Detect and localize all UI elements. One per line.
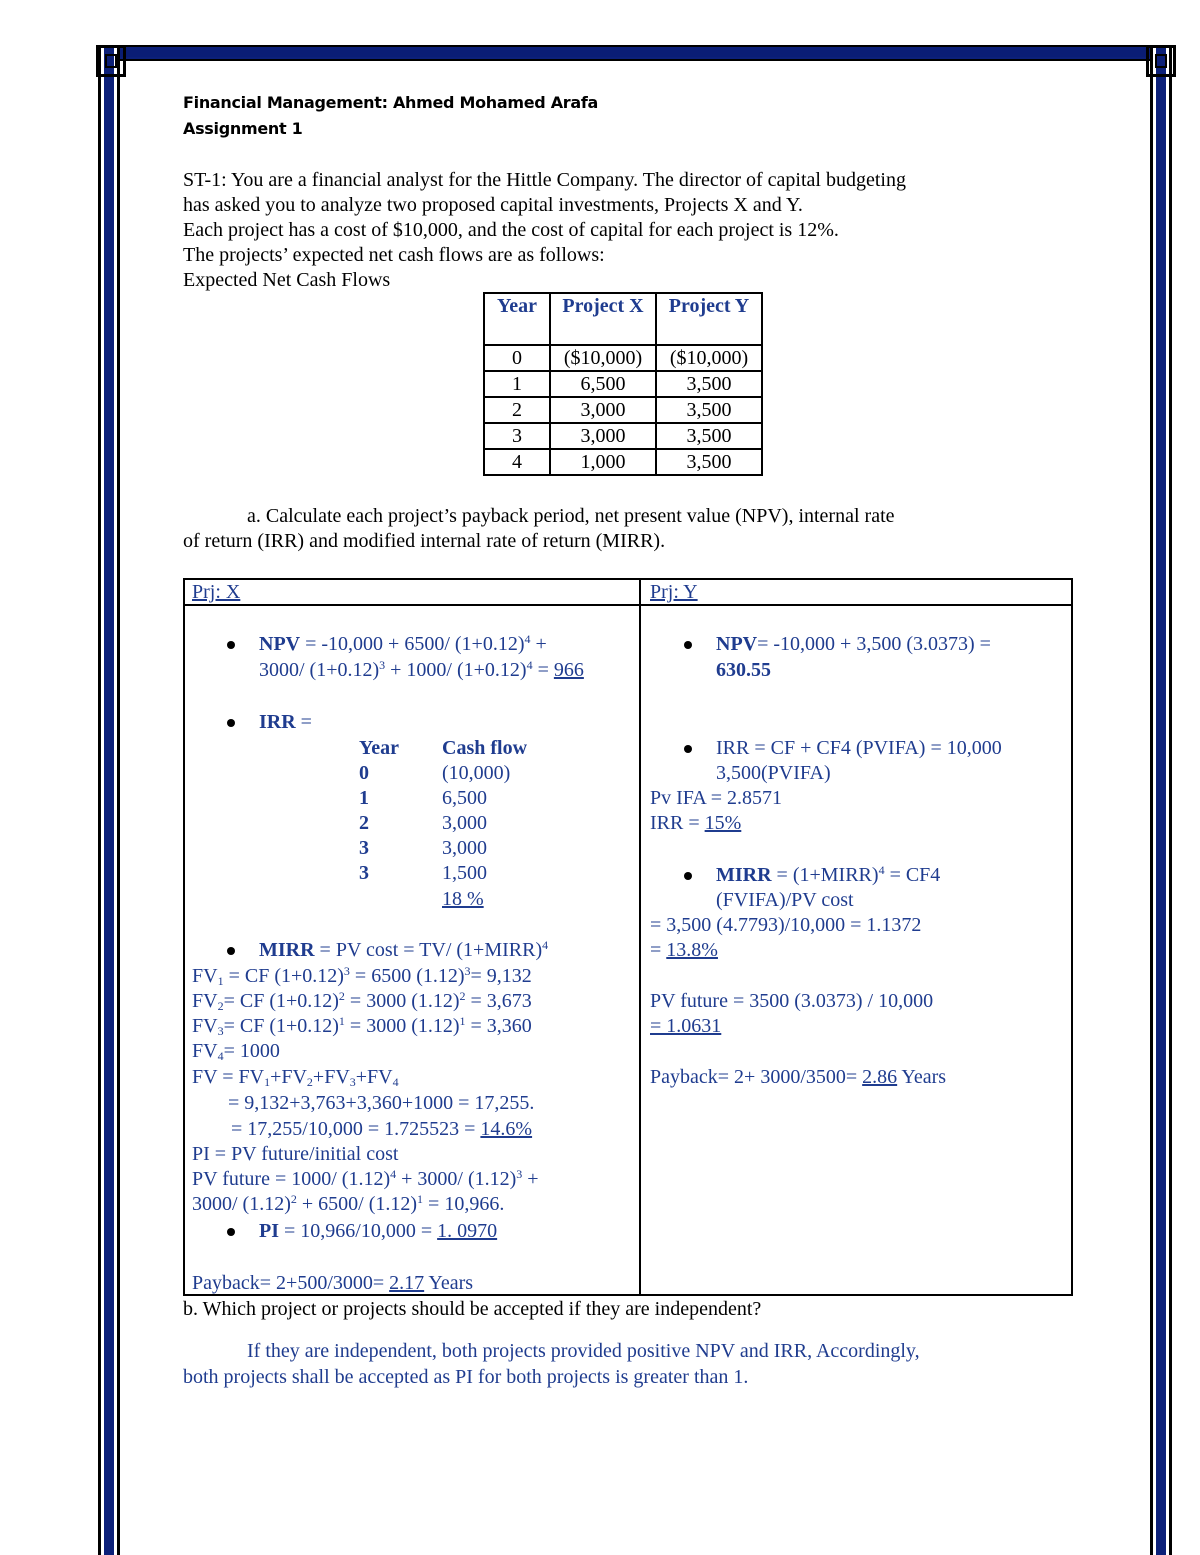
table-cell: 3 xyxy=(484,423,550,449)
bullet-icon xyxy=(227,719,235,727)
prj-y-payback: Payback= 2+ 3000/3500= 2.86 Years xyxy=(650,1066,947,1088)
solution-header-rule xyxy=(183,604,1073,606)
intro-line-4: The projects’ expected net cash flows are as follows: xyxy=(183,244,605,266)
prj-x-npv-value: 966 xyxy=(553,659,584,681)
prj-x-title: Prj: X xyxy=(192,581,241,603)
answer-line-2: both projects shall be accepted as PI for both projects is greater than 1. xyxy=(183,1366,749,1388)
irr-table-flow: (10,000) xyxy=(442,762,511,784)
prj-x-fv-total: = 9,132+3,763+3,360+1000 = 17,255. xyxy=(228,1092,535,1114)
question-a-line-1: a. Calculate each project’s payback period, net present value (NPV), internal rate xyxy=(247,505,895,527)
irr-table-flow: 3,000 xyxy=(442,812,487,834)
prj-x-pv-future-line-2: 3000/ $(1.12)^2 + 6500/$ $(1.12)^1 = 10,966$. xyxy=(192,1192,505,1215)
intro-line-1: ST-1: You are a financial analyst for the Hittle Company. The director of capital budgeting xyxy=(183,169,906,191)
prj-y-title: Prj: Y xyxy=(650,581,698,603)
table-header-project-x: Project X xyxy=(550,293,656,345)
prj-y-mirr-line-1: MIRR = (1+MIRR)$^4$ = CF4 xyxy=(716,863,941,886)
cash-flow-table xyxy=(483,292,763,476)
question-b: b. Which project or projects should be accepted if they are independent? xyxy=(183,1298,762,1320)
prj-x-pi-line: PI = 10,966/10,000 = 1. 0970 xyxy=(259,1220,498,1242)
prj-x-pv-future-line-1: PV future = 1000/ $(1.12)^4 + 3000/$ $(1.12)^3$ + xyxy=(192,1167,539,1190)
irr-table-year: 0 xyxy=(359,762,369,784)
irr-table-year: 2 xyxy=(359,812,369,834)
prj-y-mirr-result: = 13.8% xyxy=(650,939,718,961)
prj-x-npv-line-1: NPV = -10,000 + 6500/ $(1+0.12)^4$ + xyxy=(259,632,547,655)
bullet-icon xyxy=(684,641,692,649)
table-row xyxy=(484,397,762,423)
prj-y-npv-value: 630.55 xyxy=(716,659,771,681)
prj-y-pvifa: Pv IFA = 2.8571 xyxy=(650,787,783,809)
prj-x-fv-sum: FV = $FV_1+FV_2+FV_3+FV_4$ xyxy=(192,1066,399,1089)
table-header-project-y: Project Y xyxy=(656,293,762,345)
table-cell: 1 xyxy=(484,371,550,397)
prj-x-mirr-line: MIRR = PV cost = TV/ (1+MIRR)$^4$ xyxy=(259,938,549,961)
bullet-icon xyxy=(227,1228,235,1236)
page-border-right xyxy=(1150,45,1172,1555)
prj-y-irr-result: IRR = 15% xyxy=(650,812,742,834)
answer-line-1: If they are independent, both projects provided positive NPV and IRR, Accordingly, xyxy=(247,1340,920,1362)
page-border-top xyxy=(100,45,1172,61)
table-cell: 3,500 xyxy=(656,397,762,423)
table-cell: 3,000 xyxy=(550,397,656,423)
table-cell: ($10,000) xyxy=(656,345,762,371)
table-row xyxy=(484,449,762,475)
prj-y-irr-line-2: 3,500(PVIFA) xyxy=(716,762,831,784)
prj-x-fv4: $FV_4= 1000$ xyxy=(192,1040,280,1063)
page-border-corner-right xyxy=(1146,45,1176,77)
table-row xyxy=(484,371,762,397)
prj-y-mirr-line-3: = 3,500 (4.7793)/10,000 = 1.1372 xyxy=(650,914,922,936)
intro-line-2: has asked you to analyze two proposed capital investments, Projects X and Y. xyxy=(183,194,803,216)
table-cell: 4 xyxy=(484,449,550,475)
table-cell: 0 xyxy=(484,345,550,371)
table-cell: ($10,000) xyxy=(550,345,656,371)
prj-x-npv-line-2: 3000/ $(1+0.12)^3 + 1000/$ $(1+0.12)^4 = 966$ xyxy=(259,658,584,681)
irr-table-year: 3 xyxy=(359,862,369,884)
prj-y-npv-line-1: NPV= -10,000 + 3,500 (3.0373) = xyxy=(716,633,991,655)
bullet-icon xyxy=(684,745,692,753)
table-header-year: Year xyxy=(484,293,550,345)
table-cell: 3,500 xyxy=(656,371,762,397)
header-assignment: Assignment 1 xyxy=(183,119,303,138)
prj-y-mirr-line-2: (FVIFA)/PV cost xyxy=(716,889,854,911)
prj-x-pi-definition: PI = PV future/initial cost xyxy=(192,1143,399,1165)
table-cell: 6,500 xyxy=(550,371,656,397)
prj-x-fv1: $FV_1$ = CF $(1+0.12)^3 = 6500$ $(1.12)^3= 9,132$ xyxy=(192,964,532,988)
solution-divider xyxy=(639,578,641,1296)
header-title: Financial Management: Ahmed Mohamed Arafa xyxy=(183,93,599,112)
irr-table-header-year: Year xyxy=(359,737,399,759)
prj-x-mirr-result: = 17,255/10,000 = 1.725523 = 14.6% xyxy=(231,1118,533,1140)
prj-x-fv2: $FV_2=$ CF $(1+0.12)^2 = 3000$ $(1.12)^2 = 3,673$ xyxy=(192,989,532,1013)
irr-table-year: 1 xyxy=(359,787,369,809)
irr-table-flow: 1,500 xyxy=(442,862,487,884)
question-a-line-2: of return (IRR) and modified internal rate of return (MIRR). xyxy=(183,530,666,552)
prj-y-pv-future-line-1: PV future = 3500 (3.0373) / 10,000 xyxy=(650,990,934,1012)
intro-line-3: Each project has a cost of $10,000, and the cost of capital for each project is 12%. xyxy=(183,219,839,241)
table-cell: 2 xyxy=(484,397,550,423)
table-cell: 3,500 xyxy=(656,449,762,475)
table-cell: 3,000 xyxy=(550,423,656,449)
prj-x-fv3: $FV_3=$ CF $(1+0.12)^1 = 3000$ $(1.12)^1 = 3,360$ xyxy=(192,1014,532,1038)
page-border-left xyxy=(98,45,120,1555)
prj-y-pv-future-line-2: = 1.0631 xyxy=(650,1015,722,1037)
irr-table-year: 3 xyxy=(359,837,369,859)
prj-x-irr-label: IRR = xyxy=(259,711,312,733)
bullet-icon xyxy=(227,641,235,649)
intro-line-5: Expected Net Cash Flows xyxy=(183,269,391,291)
prj-x-irr-result: 18 % xyxy=(442,888,484,910)
irr-table-flow: 6,500 xyxy=(442,787,487,809)
bullet-icon xyxy=(684,872,692,880)
table-cell: 3,500 xyxy=(656,423,762,449)
table-row xyxy=(484,423,762,449)
table-row xyxy=(484,345,762,371)
irr-table-flow: 3,000 xyxy=(442,837,487,859)
page-border-corner-left xyxy=(96,45,126,77)
prj-y-irr-line-1: IRR = CF + CF4 (PVIFA) = 10,000 xyxy=(716,737,1002,759)
bullet-icon xyxy=(227,947,235,955)
irr-table-header-cash-flow: Cash flow xyxy=(442,737,528,759)
table-cell: 1,000 xyxy=(550,449,656,475)
prj-x-payback: Payback= 2+500/3000= 2.17 Years xyxy=(192,1272,474,1294)
